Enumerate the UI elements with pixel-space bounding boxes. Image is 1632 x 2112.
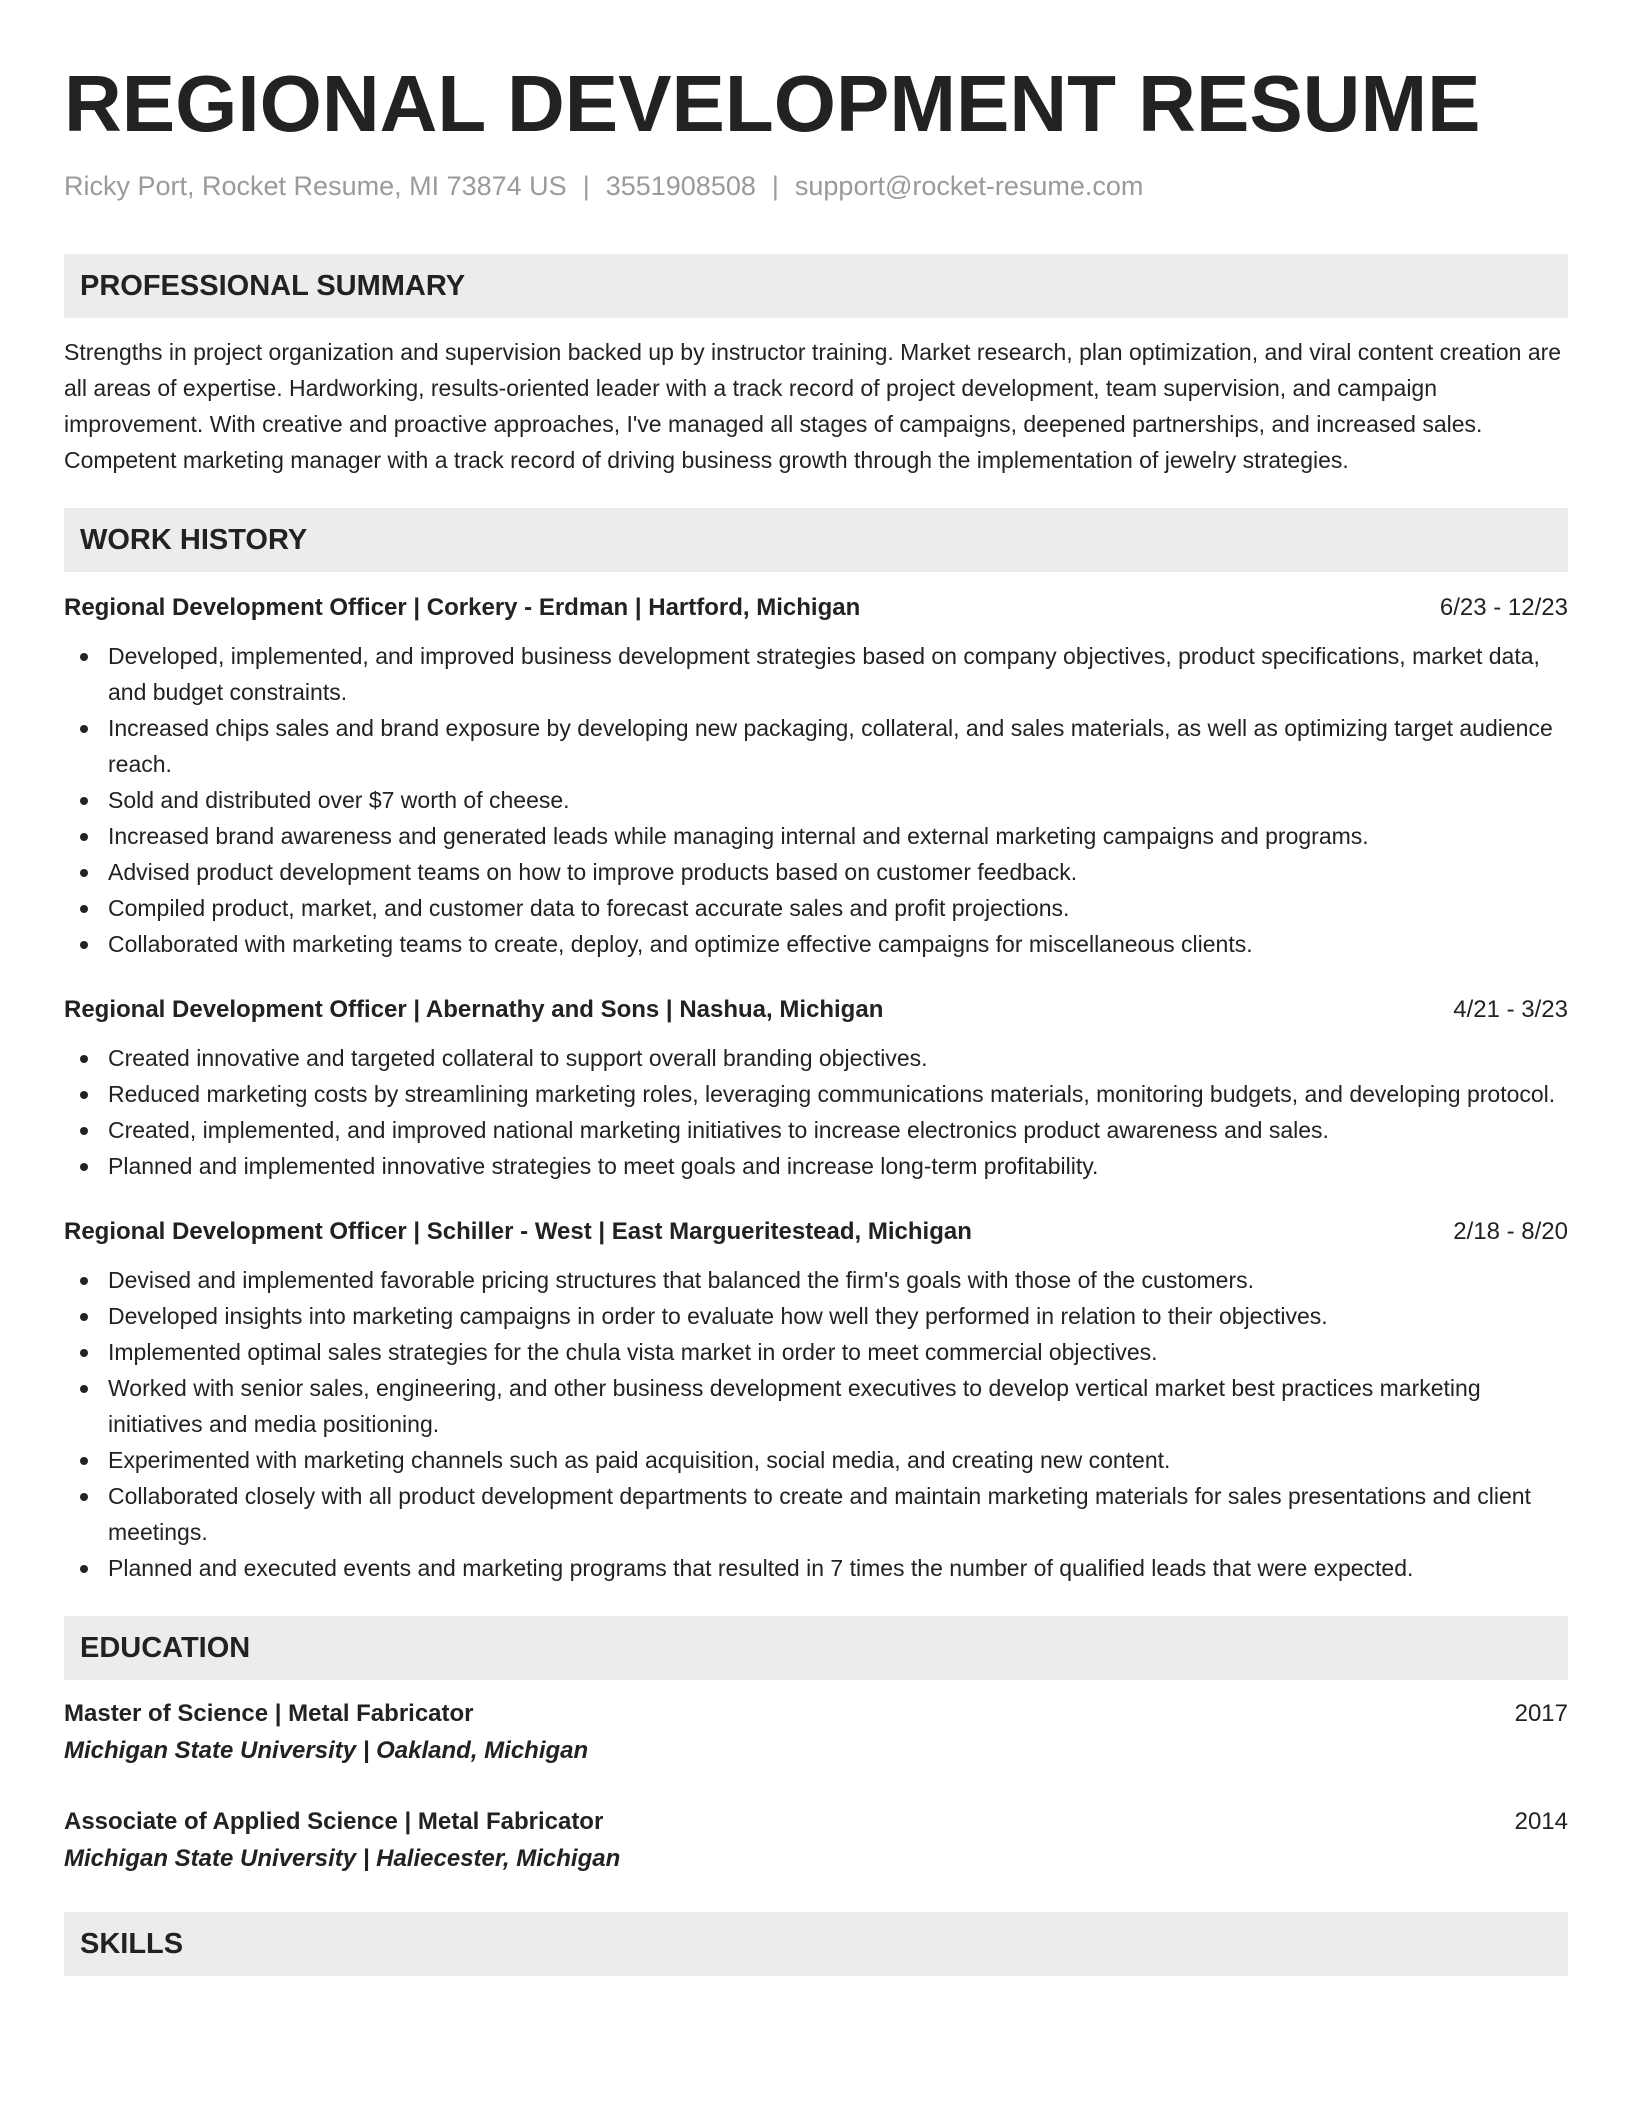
degree-title: Associate of Applied Science | Metal Fabricator xyxy=(64,1808,604,1835)
bullet-item xyxy=(64,1040,1568,1076)
section-header-summary: PROFESSIONAL SUMMARY xyxy=(64,254,1568,318)
job-header xyxy=(64,590,1568,626)
bullet-text: Increased brand awareness and generated leads while managing internal and external marketing campaigns and programs. xyxy=(108,823,1369,849)
bullet-item xyxy=(64,1478,1568,1550)
bullet-item xyxy=(64,1334,1568,1370)
bullet-text: Created innovative and targeted collateral to support overall branding objectives. xyxy=(108,1045,928,1071)
graduation-year: 2014 xyxy=(1514,1808,1568,1835)
bullet-dot-icon xyxy=(80,725,88,733)
bullet-dot-icon xyxy=(80,1091,88,1099)
bullet-item xyxy=(64,1148,1568,1184)
section-header-work-history: WORK HISTORY xyxy=(64,508,1568,572)
bullet-item xyxy=(64,890,1568,926)
job-entry xyxy=(64,992,1568,1184)
bullet-dot-icon xyxy=(80,1457,88,1465)
bullet-dot-icon xyxy=(80,1127,88,1135)
bullet-dot-icon xyxy=(80,1313,88,1321)
bullet-text: Implemented optimal sales strategies for the chula vista market in order to meet commercial objectives. xyxy=(108,1339,1158,1365)
education-header xyxy=(64,1696,1568,1732)
bullet-dot-icon xyxy=(80,797,88,805)
bullet-item xyxy=(64,1112,1568,1148)
bullet-text: Collaborated with marketing teams to create, deploy, and optimize effective campaigns for miscellaneous clients. xyxy=(108,931,1253,957)
bullet-dot-icon xyxy=(80,1349,88,1357)
bullet-text: Increased chips sales and brand exposure by developing new packaging, collateral, and sales materials, as well as optimizing target audience reach. xyxy=(108,715,1553,777)
bullet-item xyxy=(64,1076,1568,1112)
education-entry xyxy=(64,1696,1568,1770)
job-dates: 6/23 - 12/23 xyxy=(1439,594,1568,621)
bullet-item xyxy=(64,782,1568,818)
bullet-item xyxy=(64,1262,1568,1298)
bullet-dot-icon xyxy=(80,941,88,949)
bullet-item xyxy=(64,1298,1568,1334)
bullet-text: Sold and distributed over $7 worth of cheese. xyxy=(108,787,570,813)
bullet-text: Compiled product, market, and customer data to forecast accurate sales and profit projections. xyxy=(108,895,1070,921)
summary-text: Strengths in project organization and supervision backed up by instructor training. Market research, plan optimization, and viral content creation are all areas of expertise. Hardworking, results-oriented leader with a track record of project development, team supervision, and campaign improvement. With creative and proactive approaches, I've managed all stages of campaigns, deepened partnerships, and increased sales. Competent marketing manager with a track record of driving business growth through the implementation of jewelry strategies. xyxy=(64,339,1562,473)
contact-separator: | xyxy=(582,171,590,201)
bullet-text: Planned and executed events and marketing programs that resulted in 7 times the number of qualified leads that were expected. xyxy=(108,1555,1414,1581)
bullet-dot-icon xyxy=(80,1565,88,1573)
bullet-item xyxy=(64,818,1568,854)
job-bullets xyxy=(64,638,1568,962)
education-header xyxy=(64,1804,1568,1840)
bullet-dot-icon xyxy=(80,833,88,841)
contact-phone: 3551908508 xyxy=(605,171,756,201)
job-bullets xyxy=(64,1040,1568,1184)
skills-list xyxy=(64,1984,1568,2024)
bullet-dot-icon xyxy=(80,1385,88,1393)
contact-line xyxy=(64,168,1568,204)
bullet-text: Worked with senior sales, engineering, and other business development executives to develop vertical market best practices marketing initiatives and media positioning. xyxy=(108,1375,1481,1437)
education-entry xyxy=(64,1804,1568,1878)
job-dates: 4/21 - 3/23 xyxy=(1453,996,1568,1023)
bullet-text: Planned and implemented innovative strategies to meet goals and increase long-term profitability. xyxy=(108,1153,1099,1179)
contact-email: support@rocket-resume.com xyxy=(794,171,1144,201)
bullet-dot-icon xyxy=(80,1055,88,1063)
job-dates: 2/18 - 8/20 xyxy=(1453,1218,1568,1245)
bullet-text: Reduced marketing costs by streamlining marketing roles, leveraging communications materials, monitoring budgets, and developing protocol. xyxy=(108,1081,1556,1107)
bullet-item xyxy=(64,710,1568,782)
resume-title: REGIONAL DEVELOPMENT RESUME xyxy=(64,59,1481,148)
job-header xyxy=(64,992,1568,1028)
bullet-dot-icon xyxy=(80,1493,88,1501)
contact-address: Ricky Port, Rocket Resume, MI 73874 US xyxy=(64,171,567,201)
job-bullets xyxy=(64,1262,1568,1586)
section-header-skills: SKILLS xyxy=(64,1912,1568,1976)
section-header-education: EDUCATION xyxy=(64,1616,1568,1680)
bullet-item xyxy=(64,1370,1568,1442)
bullet-dot-icon xyxy=(80,905,88,913)
bullet-item xyxy=(64,1550,1568,1586)
school-name: Michigan State University | Haliecester, Michigan xyxy=(64,1845,621,1872)
bullet-text: Advised product development teams on how to improve products based on customer feedback. xyxy=(108,859,1078,885)
bullet-dot-icon xyxy=(80,1277,88,1285)
bullet-dot-icon xyxy=(80,869,88,877)
job-title: Regional Development Officer | Corkery - Erdman | Hartford, Michigan xyxy=(64,594,861,621)
bullet-text: Devised and implemented favorable pricing structures that balanced the firm's goals with those of the customers. xyxy=(108,1267,1255,1293)
degree-title: Master of Science | Metal Fabricator xyxy=(64,1700,474,1727)
bullet-text: Developed, implemented, and improved business development strategies based on company objectives, product specifications, market data, and budget constraints. xyxy=(108,643,1540,705)
bullet-dot-icon xyxy=(80,653,88,661)
job-entry xyxy=(64,590,1568,962)
bullet-item xyxy=(64,854,1568,890)
bullet-text: Experimented with marketing channels such as paid acquisition, social media, and creating new content. xyxy=(108,1447,1171,1473)
school-name: Michigan State University | Oakland, Michigan xyxy=(64,1737,589,1764)
job-title: Regional Development Officer | Schiller - West | East Margueritestead, Michigan xyxy=(64,1218,972,1245)
bullet-text: Developed insights into marketing campaigns in order to evaluate how well they performed in relation to their objectives. xyxy=(108,1303,1328,1329)
job-header xyxy=(64,1214,1568,1250)
graduation-year: 2017 xyxy=(1514,1700,1568,1727)
resume-page xyxy=(64,0,1568,2024)
contact-separator: | xyxy=(771,171,779,201)
bullet-item xyxy=(64,926,1568,962)
bullet-text: Created, implemented, and improved national marketing initiatives to increase electronics product awareness and sales. xyxy=(108,1117,1329,1143)
job-entry xyxy=(64,1214,1568,1586)
job-title: Regional Development Officer | Abernathy and Sons | Nashua, Michigan xyxy=(64,996,884,1023)
bullet-text: Collaborated closely with all product development departments to create and maintain marketing materials for sales presentations and client meetings. xyxy=(108,1483,1531,1545)
bullet-item xyxy=(64,638,1568,710)
bullet-item xyxy=(64,1442,1568,1478)
bullet-dot-icon xyxy=(80,1163,88,1171)
